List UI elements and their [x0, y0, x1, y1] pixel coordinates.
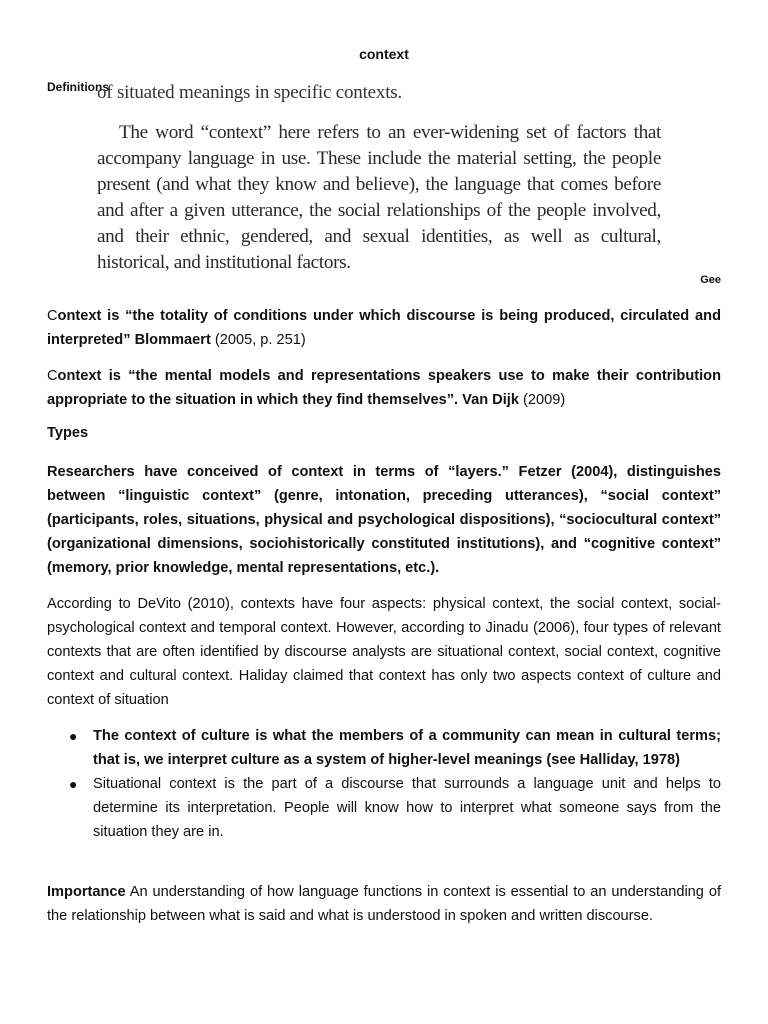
definition-text: ontext is “the mental models and representations speakers use to make their contribution appropriate to the situation in which they find themselves”. Van Dijk: [47, 368, 721, 408]
bullet-icon: ●: [69, 728, 78, 744]
list-item-text: Situational context is the part of a discourse that surrounds a language unit and helps to determine its interpretation. People will know how to interpret what someone says from the situation they are in.: [93, 776, 721, 840]
definition-van-dijk: [47, 364, 721, 412]
importance-heading: Importance: [47, 884, 126, 900]
quote-cut-line: of situated meanings in specific contexts.: [97, 82, 403, 103]
bullet-list: [47, 724, 721, 844]
importance-text: An understanding of how language functions in context is essential to an understanding of the relationship between what is said and what is understood in spoken and written discourse.: [47, 884, 721, 924]
definition-text: ontext is “the totality of conditions under which discourse is being produced, circulated and interpreted” Blommaert: [47, 308, 721, 348]
types-paragraph: Researchers have conceived of context in terms of “layers.” Fetzer (2004), distinguishes between “linguistic context” (genre, intonation, preceding utterances), “social context” (participants, roles, situations, physical and psychological dispositions), “sociocultural context” (organizational dimensions, sociohistorically constituted institutions), and “cognitive context” (memory, prior knowledge, mental representations, etc.).: [47, 464, 721, 576]
quote-text: The word “context” here refers to an ever-widening set of factors that accompany language in use. These include the material setting, the people present (and what they know and believe), the language that comes before and after a given utterance, the social relationships of the people involved, and their ethnic, gendered, and sexual identities, as well as cultural, historical, and institutional factors.: [97, 122, 661, 273]
list-item-text: The context of culture is what the members of a community can mean in cultural terms; that is, we interpret culture as a system of higher-level meanings (see Halliday, 1978): [93, 728, 721, 768]
quoted-excerpt-image: [95, 82, 665, 273]
list-item: [47, 772, 721, 844]
definition-lead-letter: C: [47, 368, 58, 384]
quote-attribution: Gee: [700, 274, 721, 286]
definitions-heading: Definitions: [47, 80, 109, 94]
definition-lead-letter: C: [47, 308, 58, 324]
types-heading: Types: [47, 425, 89, 441]
bullet-icon: ●: [69, 776, 78, 792]
page-title: context: [359, 46, 409, 62]
definition-blommaert: [47, 304, 721, 352]
list-item: [47, 724, 721, 772]
aspects-paragraph: According to DeVito (2010), contexts have four aspects: physical context, the social context, social-psychological context and temporal context. However, according to Jinadu (2006), four types of relevant contexts that are often identified by discourse analysts are situational context, social context, cognitive context and cultural context. Haliday claimed that context has only two aspects context of culture and context of situation: [47, 596, 721, 708]
definition-citation: (2009): [523, 392, 566, 408]
importance-paragraph: [47, 880, 721, 928]
definition-citation: (2005, p. 251): [214, 332, 306, 348]
